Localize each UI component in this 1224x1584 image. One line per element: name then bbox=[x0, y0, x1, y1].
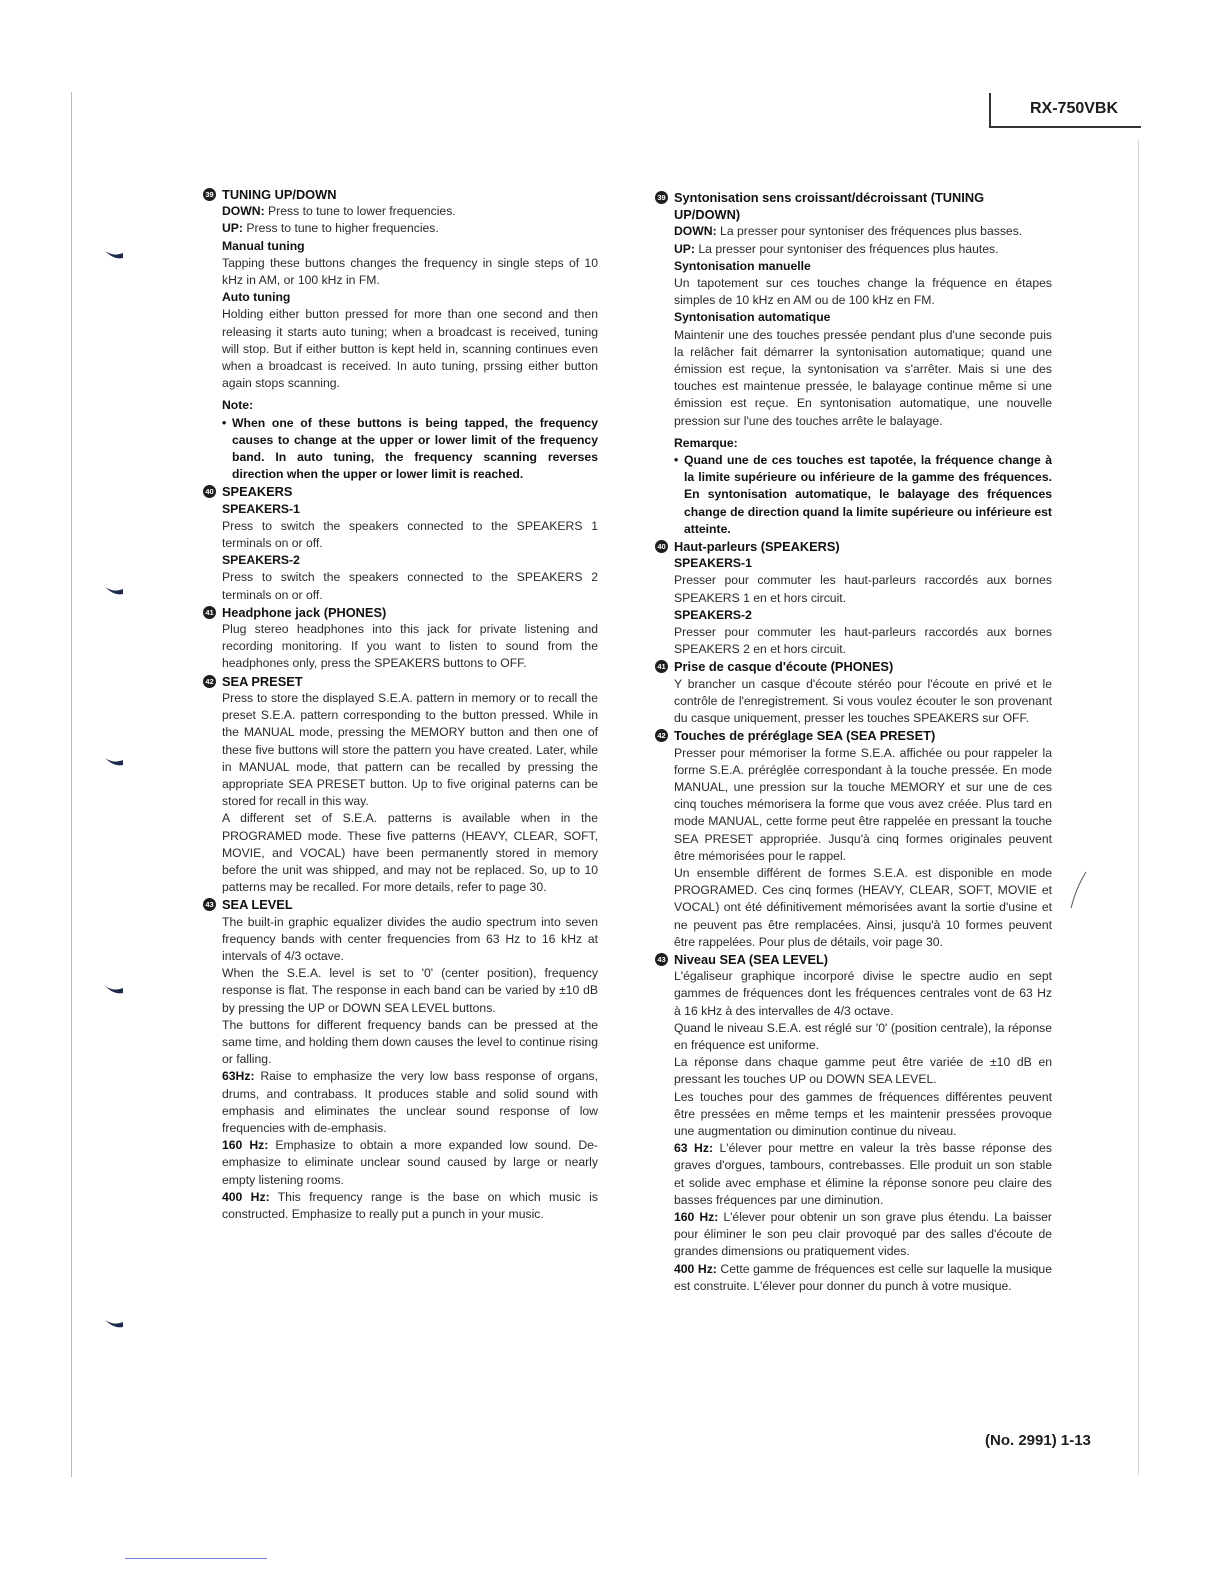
item-number-badge: 43 bbox=[655, 953, 668, 966]
note-bullet: • When one of these buttons is being tapped, the frequency causes to change at the upper or lower limit of the frequency band. In auto tuning, the frequency scanning reverses direction when the upper or lower limit is reached. bbox=[222, 415, 598, 484]
section-title: SEA LEVEL bbox=[222, 897, 293, 913]
paragraph: When the S.E.A. level is set to '0' (center position), frequency response is flat. The response in each band can be varied by ±10 dB by pressing the UP or DOWN SEA LEVEL buttons. bbox=[222, 966, 598, 1015]
item-number-badge: 41 bbox=[655, 660, 668, 673]
section-phones-en bbox=[203, 604, 598, 673]
subheading: Syntonisation automatique bbox=[674, 310, 831, 325]
paragraph: Tapping these buttons changes the frequency in single steps of 10 kHz in AM, or 100 kHz in FM. bbox=[222, 255, 598, 288]
item-number-badge: 42 bbox=[655, 729, 668, 742]
note-heading: Note: bbox=[222, 398, 254, 413]
section-sea-preset-en bbox=[203, 673, 598, 897]
paragraph: Y brancher un casque d'écoute stéréo pour l'écoute en privé et le contrôle de l'enregistrement. Si vous voulez écouter le son provenant du casque uniquement, presser les touches SPEAKERS sur OFF. bbox=[674, 676, 1052, 726]
paragraph: The buttons for different frequency bands can be pressed at the same time, and holding them down causes the level to continue rising or falling. bbox=[222, 1017, 598, 1067]
section-phones-fr bbox=[655, 658, 1052, 727]
paragraph: DOWN: Press to tune to lower frequencies. bbox=[222, 204, 456, 219]
bottom-scan-line bbox=[125, 1558, 267, 1559]
scan-edge-right bbox=[1138, 140, 1139, 1475]
item-number-badge: 40 bbox=[203, 485, 216, 498]
paragraph: 400 Hz: Cette gamme de fréquences est celle sur laquelle la musique est construite. L'élever pour donner du punch à votre musique. bbox=[674, 1261, 1052, 1293]
item-number-badge: 41 bbox=[203, 606, 216, 619]
subheading: SPEAKERS-2 bbox=[222, 553, 300, 568]
paragraph: 63Hz: Raise to emphasize the very low bass response of organs, drums, and contrabass. It produces stable and solid sound with emphasis and eliminates the unclear sound response of low frequencies with de-emphasis. bbox=[222, 1069, 598, 1135]
paragraph: 400 Hz: This frequency range is the base on which music is constructed. Emphasize to really put a punch in your music. bbox=[222, 1189, 598, 1221]
item-number-badge: 40 bbox=[655, 540, 668, 553]
paragraph: UP: La presser pour syntoniser des fréquences plus hautes. bbox=[674, 241, 999, 256]
section-speakers-en bbox=[203, 483, 598, 603]
french-column bbox=[655, 189, 1052, 1295]
paragraph: A different set of S.E.A. patterns is available when in the PROGRAMED mode. These five patterns (HEAVY, CLEAR, SOFT, MOVIE, and VOCAL) have been permanently stored in memory before the unit was shipped, and may not be replaced. So, up to 10 patterns may be recalled. For more details, refer to page 30. bbox=[222, 811, 598, 895]
subheading: Syntonisation manuelle bbox=[674, 258, 811, 273]
paragraph: DOWN: La presser pour syntoniser des fréquences plus basses. bbox=[674, 224, 1023, 239]
paragraph: Presser pour mémoriser la forme S.E.A. affichée ou pour rappeler la forme S.E.A. préréglée correspondant à la touche pressée. En mode MANUAL, une pression sur la touche MEMORY et sur une de ces cinq touches mémorisera la forme que vous avez créée. Plus tard en mode MANUAL, cette forme peut être rappelée en pressant la touche SEA PRESET appropriée. Jusqu'à cinq formes originales peuvent être mémorisées pour le rappel. bbox=[674, 745, 1052, 863]
section-sea-preset-fr bbox=[655, 727, 1052, 951]
subheading: SPEAKERS-2 bbox=[674, 607, 752, 622]
paragraph: Press to store the displayed S.E.A. pattern in memory or to recall the preset S.E.A. pattern corresponding to the button pressed. While in the MANUAL mode, pressing the MEMORY button and then one of these five buttons will store the pattern you have created. Later, while in MANUAL mode, that pattern can be recalled by pressing the appropriate SEA PRESET button. Up to five original paterns can be stored for recall in this way. bbox=[222, 690, 598, 809]
paragraph: 160 Hz: L'élever pour obtenir un son grave plus étendu. La baisser pour éliminer le son peu clair provoqué par des salles d'écoute de grandes dimensions ou pratiquement vides. bbox=[674, 1209, 1052, 1259]
english-column bbox=[203, 186, 598, 1223]
paragraph: Quand le niveau S.E.A. est réglé sur '0' (position centrale), la réponse en fréquence est uniforme. bbox=[674, 1020, 1052, 1052]
section-title: SPEAKERS bbox=[222, 484, 293, 500]
section-title: Niveau SEA (SEA LEVEL) bbox=[674, 951, 829, 967]
paragraph: La réponse dans chaque gamme peut être variée de ±10 dB en pressant les touches UP ou DOWN SEA LEVEL. bbox=[674, 1055, 1052, 1087]
section-title: SEA PRESET bbox=[222, 673, 303, 689]
subheading: SPEAKERS-1 bbox=[222, 501, 300, 516]
note-bullet: • Quand une de ces touches est tapotée, la fréquence change à la limite supérieure ou inférieure de la gamme des fréquences. En syntonisation automatique, le balayage des fréquences change de direction quand la limite supérieure ou inférieure est atteinte. bbox=[674, 452, 1052, 538]
section-speakers-fr bbox=[655, 538, 1052, 658]
item-number-badge: 43 bbox=[203, 898, 216, 911]
section-title: Headphone jack (PHONES) bbox=[222, 604, 387, 620]
section-tuning-fr bbox=[655, 189, 1052, 538]
section-title: TUNING UP/DOWN bbox=[222, 187, 337, 202]
binder-hole-mark bbox=[104, 586, 124, 596]
paragraph: Un ensemble différent de formes S.E.A. est disponible en mode PROGRAMED. Ces cinq formes (HEAVY, CLEAR, SOFT, MOVIE et VOCAL) ont été définitivement mémorisées avant la sortie d'usine et ne peuvent pas être remplacées. Ainsi, jusqu'à 10 formes peuvent être rappelées. Pour plus de détails, voir page 30. bbox=[674, 865, 1052, 949]
section-title: Prise de casque d'écoute (PHONES) bbox=[674, 659, 894, 675]
item-number-badge: 39 bbox=[655, 191, 668, 204]
section-title: Syntonisation sens croissant/décroissant (TUNING UP/DOWN) bbox=[674, 190, 985, 223]
model-number: RX-750VBK bbox=[1030, 100, 1119, 117]
note-heading: Remarque: bbox=[674, 435, 738, 450]
paragraph: Holding either button pressed for more than one second and then releasing it starts auto tuning; when a broadcast is received, tuning will stop. But if either button is kept held in, scanning continues even when a broadcast is received. In auto tuning, prssing either button again stops scanning. bbox=[222, 307, 598, 391]
subheading: SPEAKERS-1 bbox=[674, 556, 752, 571]
section-sea-level-fr bbox=[655, 951, 1052, 1295]
section-title: Touches de préréglage SEA (SEA PRESET) bbox=[674, 728, 936, 744]
paragraph: Plug stereo headphones into this jack for private listening and recording monitoring. If you want to listen to sound from the headphones only, press the SPEAKERS buttons to OFF. bbox=[222, 622, 598, 671]
paragraph: Presser pour commuter les haut-parleurs raccordés aux bornes SPEAKERS 2 en et hors circuit. bbox=[674, 625, 1052, 657]
paragraph: Les touches pour des gammes de fréquences différentes peuvent être pressées en même temps et les maintenir pressées provoque une augmentation ou diminution continue du niveau. bbox=[674, 1089, 1052, 1138]
paragraph: L'égaliseur graphique incorporé divise le spectre audio en sept gammes de fréquences dont les fréquences centrales vont de 63 Hz à 16 kHz à des intervalles de 4/3 octave. bbox=[674, 969, 1052, 1018]
paragraph: Un tapotement sur ces touches change la fréquence en étapes simples de 10 kHz en AM ou de 100 kHz en FM. bbox=[674, 276, 1052, 308]
binder-hole-mark bbox=[104, 250, 124, 260]
section-sea-level-en bbox=[203, 896, 598, 1223]
binder-hole-mark bbox=[104, 1319, 124, 1329]
paragraph: Presser pour commuter les haut-parleurs raccordés aux bornes SPEAKERS 1 en et hors circuit. bbox=[674, 573, 1052, 605]
scan-edge-left bbox=[71, 92, 72, 1477]
paragraph: 63 Hz: L'élever pour mettre en valeur la très basse réponse des graves d'orgues, tambours, contrebasses. Elle produit un son stable et solide avec emphase et élimine la réponse sonore peu claire des basses fréquences par une diminution. bbox=[674, 1141, 1052, 1207]
paragraph: 160 Hz: Emphasize to obtain a more expanded low sound. De-emphasize to eliminate unclear sound caused by large or nearly empty listening rooms. bbox=[222, 1138, 598, 1187]
paragraph: Press to switch the speakers connected to the SPEAKERS 2 terminals on or off. bbox=[222, 570, 598, 602]
page-number: (No. 2991) 1-13 bbox=[985, 1432, 1091, 1449]
pen-stroke-mark bbox=[1068, 870, 1088, 912]
item-number-badge: 39 bbox=[203, 188, 216, 201]
subheading: Manual tuning bbox=[222, 238, 305, 253]
paragraph: Press to switch the speakers connected to the SPEAKERS 1 terminals on or off. bbox=[222, 518, 598, 551]
item-number-badge: 42 bbox=[203, 675, 216, 688]
section-title: Haut-parleurs (SPEAKERS) bbox=[674, 539, 840, 555]
paragraph: The built-in graphic equalizer divides the audio spectrum into seven frequency bands with center frequencies from 63 Hz to 16 kHz at intervals of 4/3 octave. bbox=[222, 914, 598, 963]
paragraph: UP: Press to tune to higher frequencies. bbox=[222, 221, 439, 236]
section-tuning-en bbox=[203, 186, 598, 483]
binder-hole-mark bbox=[104, 757, 124, 767]
paragraph: Maintenir une des touches pressée pendant plus d'une seconde puis la relâcher fait démarrer la syntonisation automatique; quand une émission est reçue, la syntonisation va s'arrêter. Mais si une des touches est maintenue pressée, le balayage continue même si une émission est reçue. En syntonisation automatique, une nouvelle pression sur l'une des touches arrête le balayage. bbox=[674, 327, 1052, 428]
subheading: Auto tuning bbox=[222, 290, 291, 305]
binder-hole-mark bbox=[104, 985, 124, 995]
